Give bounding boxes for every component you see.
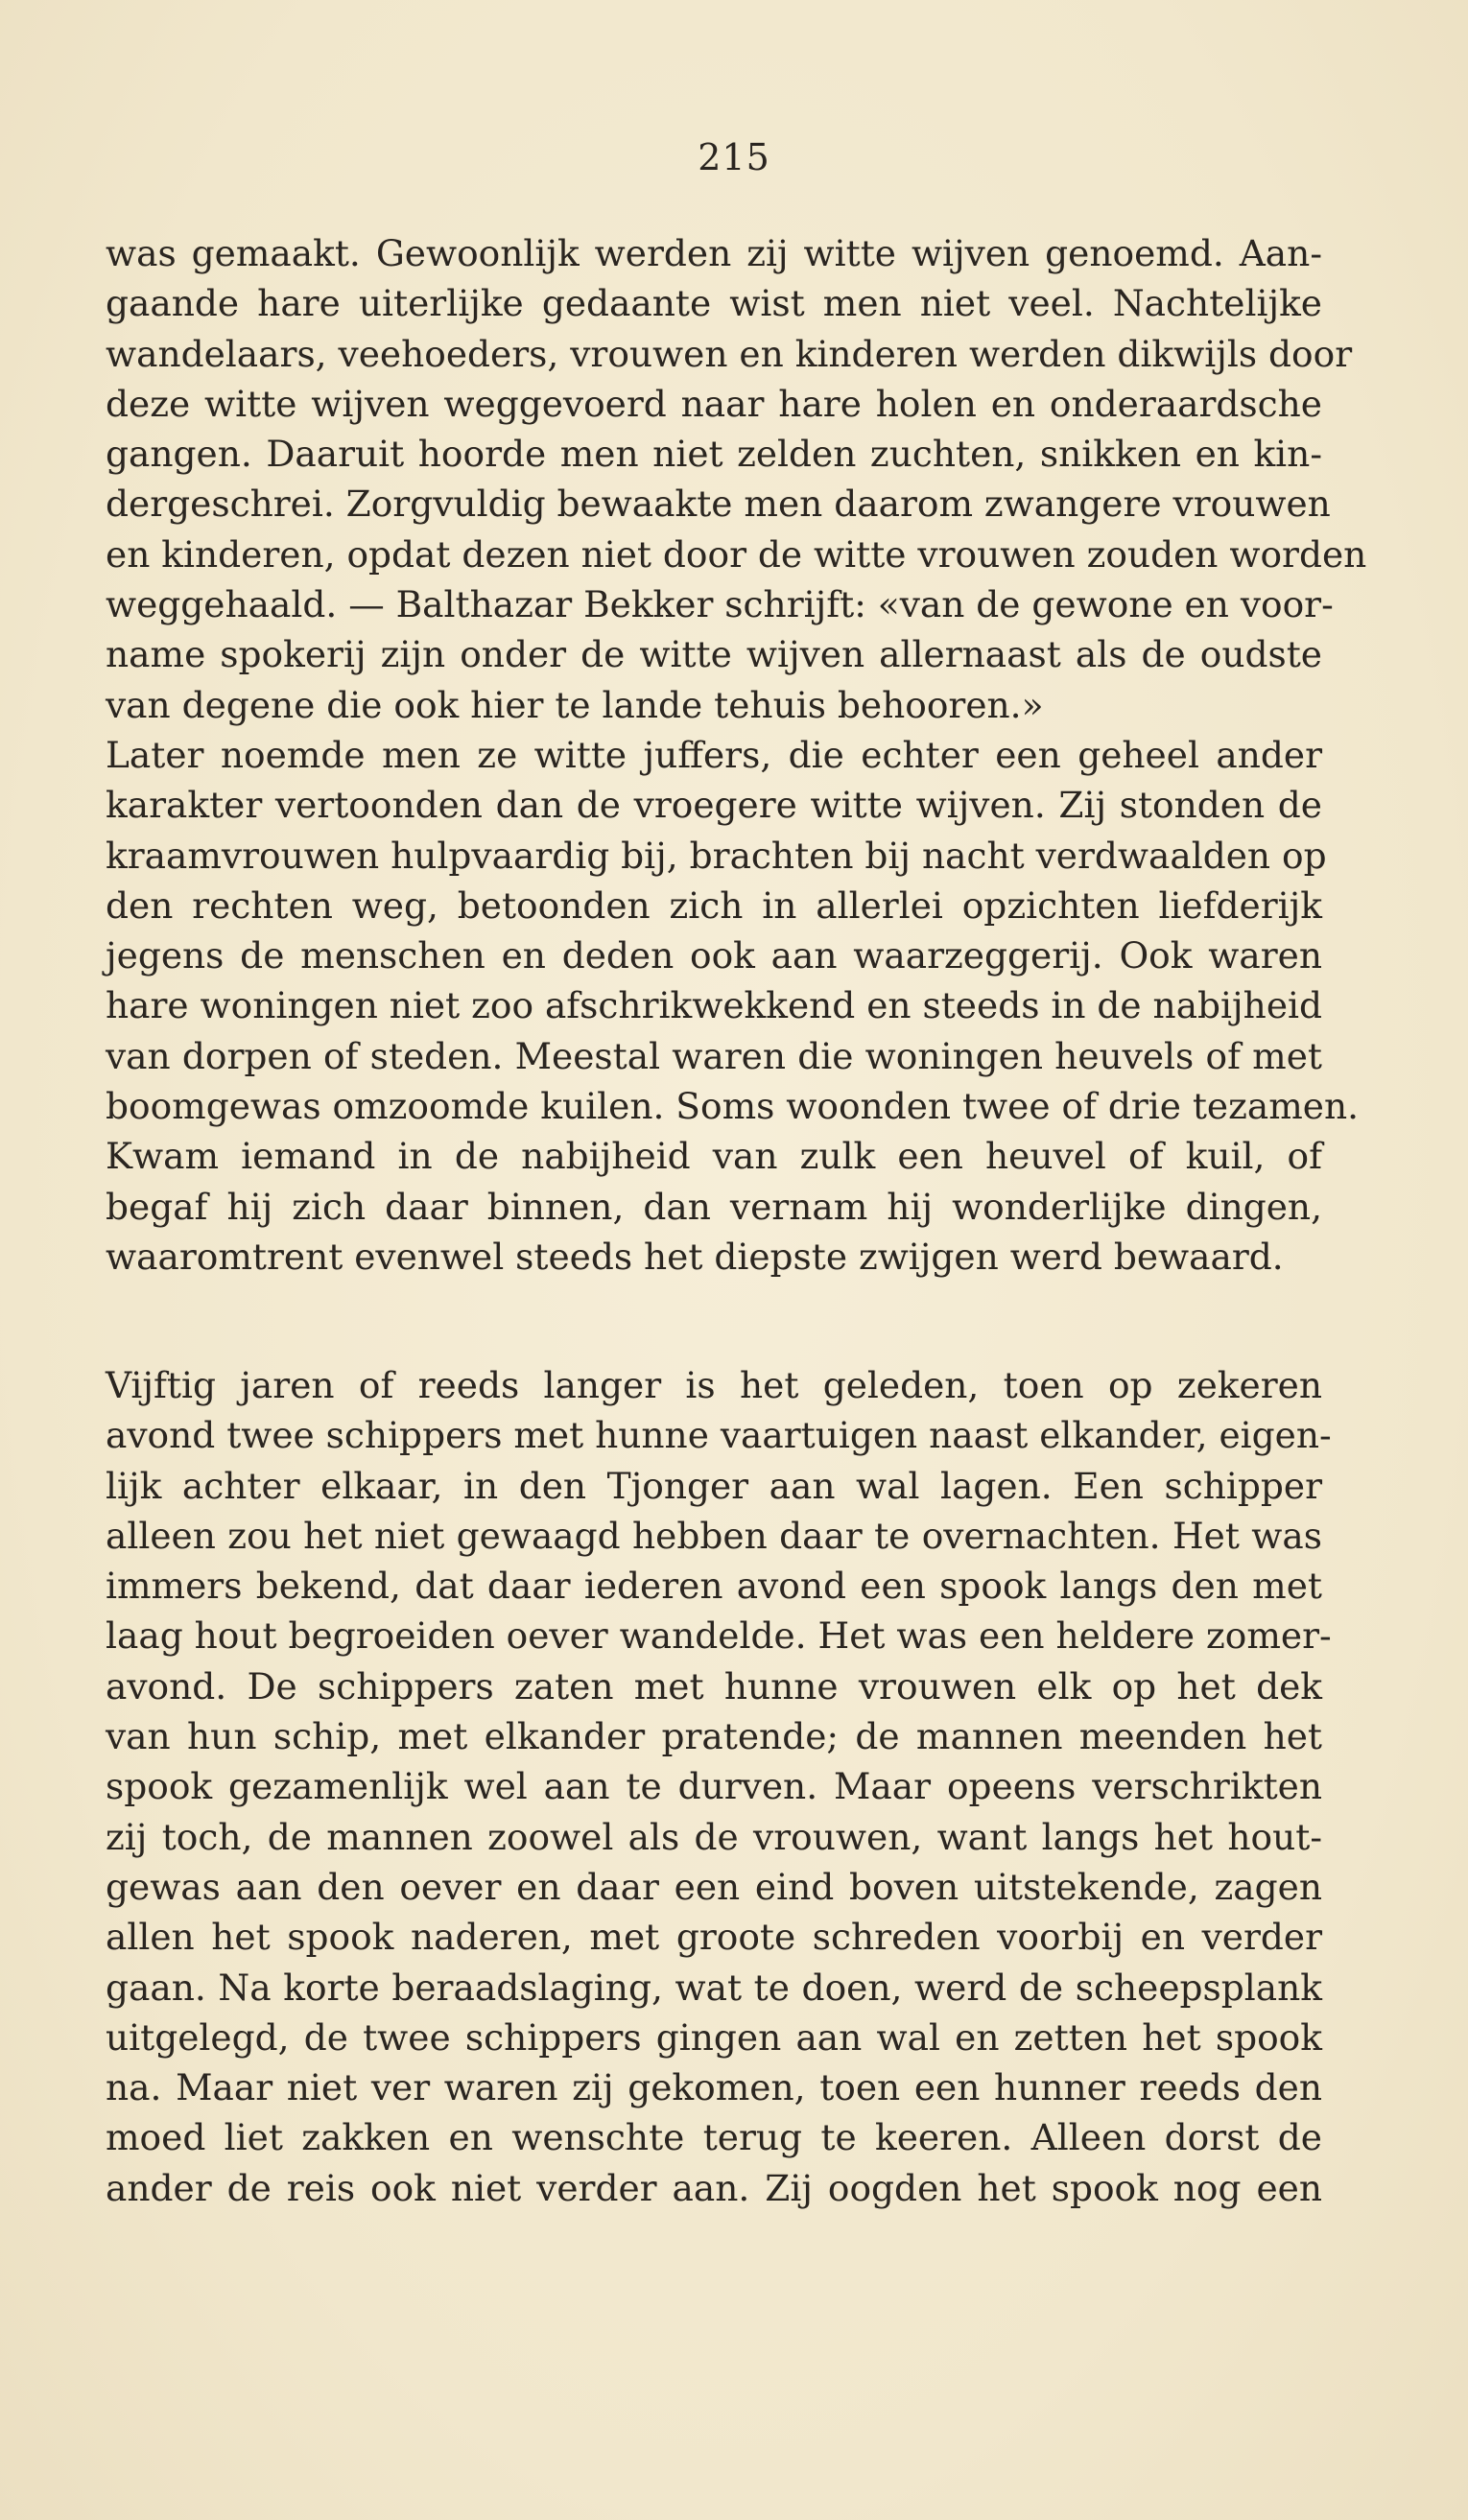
text-line: van dorpen of steden. Meestal waren die woningen heuvels of met <box>106 1034 1322 1077</box>
text-line: immers bekend, dat daar iederen avond een spook langs den met <box>106 1565 1322 1608</box>
text-line: avond. De schippers zaten met hunne vrouwen elk op het dek <box>106 1664 1322 1707</box>
text-line: lijk achter elkaar, in den Tjonger aan wal lagen. Een schipper <box>106 1464 1322 1507</box>
text-line: gewas aan den oever en daar een eind boven uitstekende, zagen <box>106 1865 1322 1908</box>
text-line: karakter vertoonden dan de vroegere witte wijven. Zij stonden de <box>106 784 1322 827</box>
text-line: boomgewas omzoomde kuilen. Soms woonden twee of drie tezamen. <box>106 1085 1360 1128</box>
text-line: spook gezamenlijk wel aan te durven. Maar opeens verschrikten <box>106 1765 1322 1808</box>
text-line: uitgelegd, de twee schippers gingen aan wal en zetten het spook <box>106 2015 1322 2059</box>
text-line: begaf hij zich daar binnen, dan vernam hij wonderlijke dingen, <box>106 1185 1322 1228</box>
text-line: avond twee schippers met hunne vaartuigen naast elkander, eigen- <box>106 1414 1332 1457</box>
text-line: waaromtrent evenwel steeds het diepste zwijgen werd bewaard. <box>106 1235 1284 1278</box>
text-line: kraamvrouwen hulpvaardig bij, brachten bij nacht verdwaalden op <box>106 834 1327 877</box>
text-line: hare woningen niet zoo afschrikwekkend en steeds in de nabijheid <box>106 984 1323 1027</box>
text-line: laag hout begroeiden oever wandelde. Het was een heldere zomer- <box>106 1614 1332 1658</box>
text-line: wandelaars, veehoeders, vrouwen en kinderen werden dikwijls door <box>106 332 1353 375</box>
text-line: gaan. Na korte beraadslaging, wat te doen, werd de scheepsplank <box>106 1966 1322 2009</box>
text-line: na. Maar niet ver waren zij gekomen, toen een hunner reeds den <box>106 2066 1322 2109</box>
paragraph-witte-juffers <box>106 730 1360 1282</box>
text-line: jegens de menschen en deden ook aan waarzeggerij. Ook waren <box>106 934 1322 977</box>
text-line: alleen zou het niet gewaagd hebben daar te overnachten. Het was <box>106 1514 1322 1557</box>
page-number: 215 <box>698 136 770 178</box>
text-line: Later noemde men ze witte juffers, die echter een geheel ander <box>106 733 1322 776</box>
text-line: gaande hare uiterlijke gedaante wist men niet veel. Nachtelijke <box>106 282 1322 325</box>
text-line: zij toch, de mannen zoowel als de vrouwen, want langs het hout- <box>106 1815 1322 1858</box>
text-line: Vijftig jaren of reeds langer is het geleden, toen op zekeren <box>106 1364 1322 1406</box>
text-line: moed liet zakken en wenschte terug te keeren. Alleen dorst de <box>106 2116 1322 2159</box>
text-line: name spokerij zijn onder de witte wijven allernaast als de oudste <box>106 633 1322 676</box>
text-line: allen het spook naderen, met groote schreden voorbij en verder <box>106 1916 1322 1959</box>
text-line: was gemaakt. Gewoonlijk werden zij witte wijven genoemd. Aan- <box>106 232 1322 274</box>
text-line: Kwam iemand in de nabijheid van zulk een heuvel of kuil, of <box>106 1135 1322 1178</box>
paragraph-witte-wijven <box>106 228 1367 730</box>
text-line: weggehaald. — Balthazar Bekker schrijft: «van de gewone en voor- <box>106 583 1334 626</box>
text-block-upper <box>106 228 1367 1282</box>
text-line: van degene die ook hier te lande tehuis behooren.» <box>106 683 1044 726</box>
text-line: gangen. Daaruit hoorde men niet zelden zuchten, snikken en kin- <box>106 433 1322 476</box>
text-line: dergeschrei. Zorgvuldig bewaakte men daarom zwangere vrouwen <box>106 483 1331 526</box>
text-line: ander de reis ook niet verder aan. Zij oogden het spook nog een <box>106 2166 1322 2209</box>
text-line: van hun schip, met elkander pratende; de mannen meenden het <box>106 1715 1322 1758</box>
paragraph-schippers <box>106 1360 1332 2213</box>
text-line: den rechten weg, betoonden zich in allerlei opzichten liefderijk <box>106 883 1322 927</box>
text-block-lower <box>106 1360 1332 2213</box>
text-line: en kinderen, opdat dezen niet door de witte vrouwen zouden worden <box>106 532 1367 576</box>
text-line: deze witte wijven weggevoerd naar hare holen en onderaardsche <box>106 382 1322 425</box>
